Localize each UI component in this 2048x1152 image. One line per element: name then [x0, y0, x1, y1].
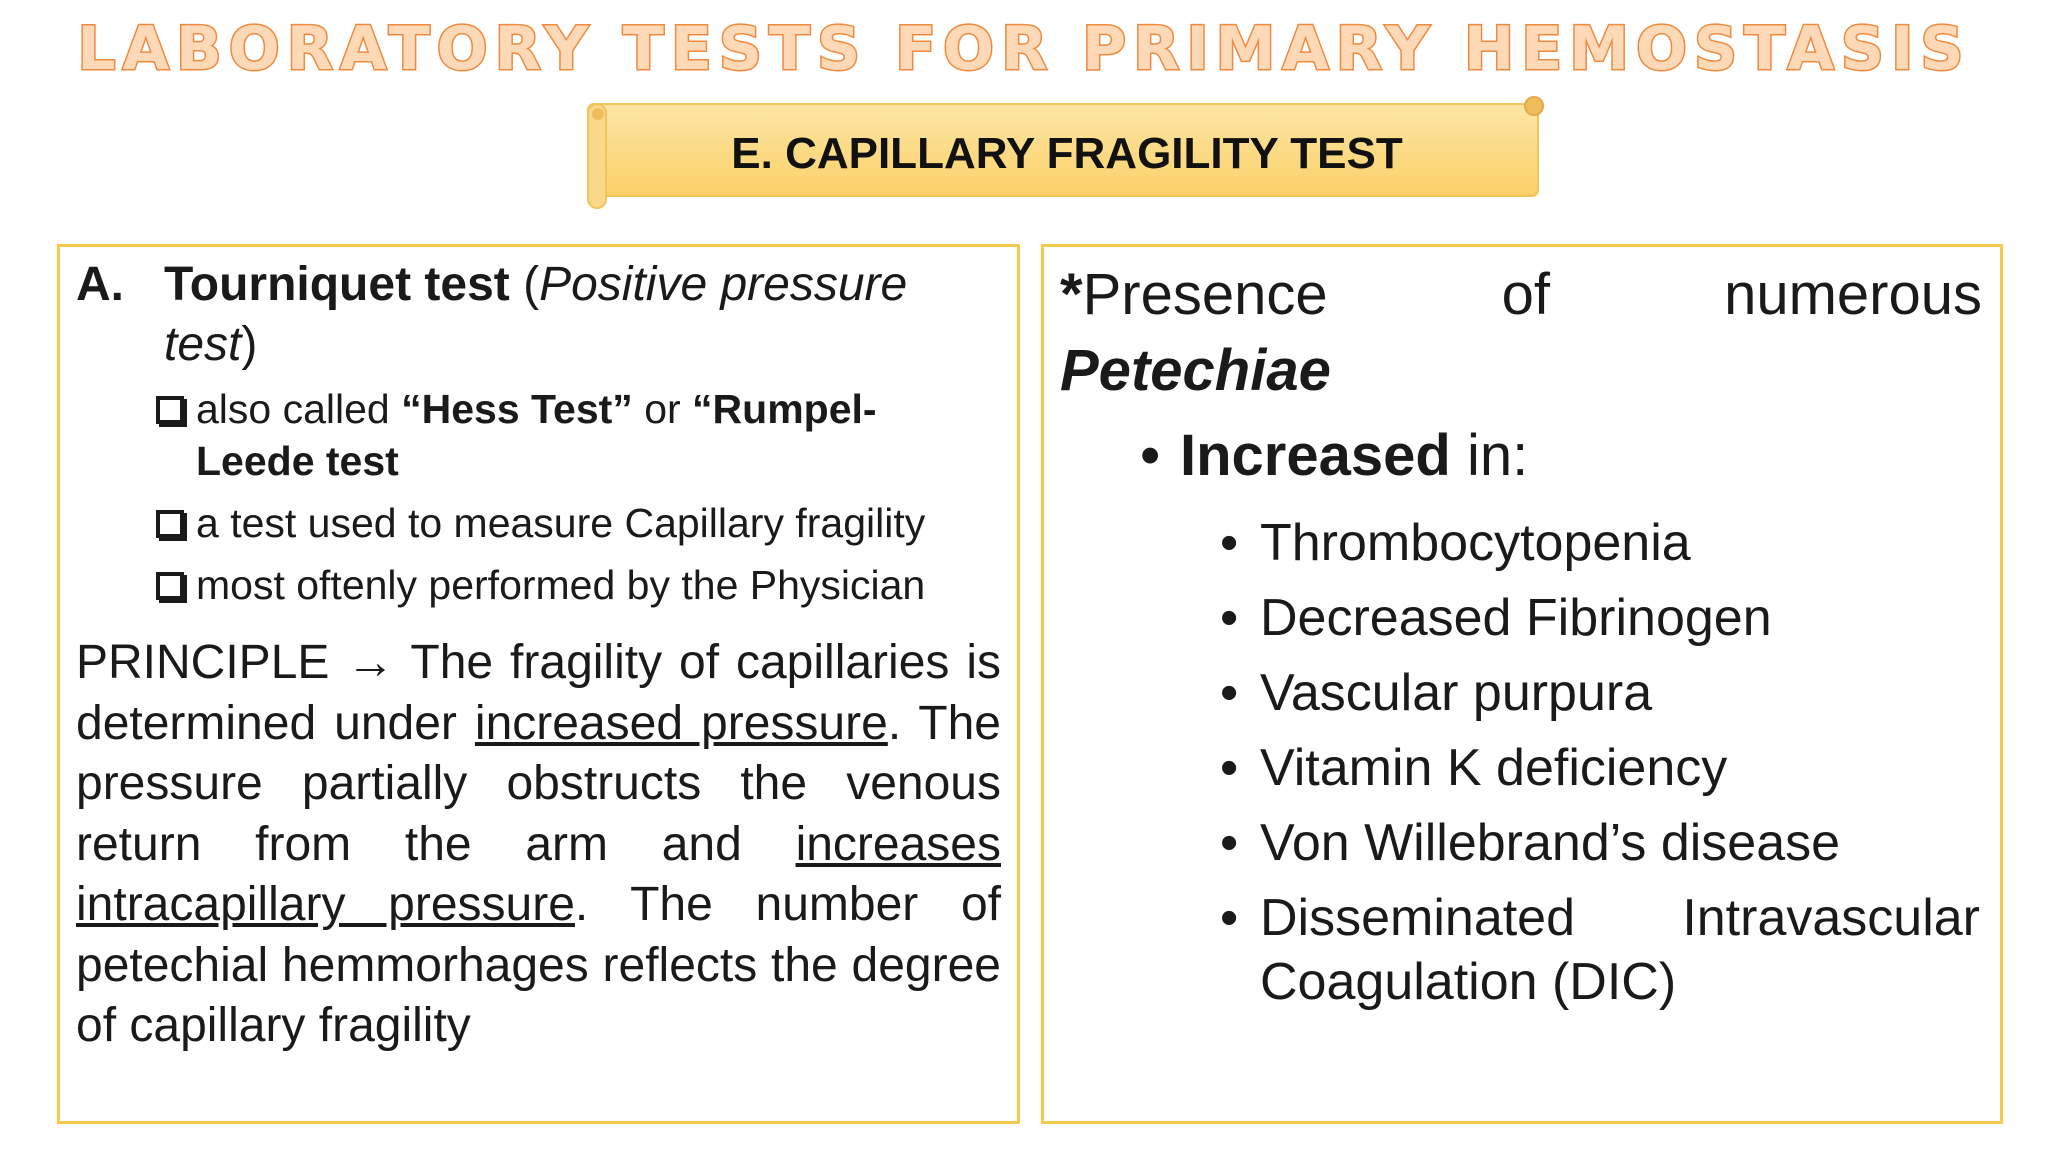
bullet-icon: • [1220, 739, 1239, 797]
bullet-icon: • [1220, 514, 1239, 572]
asterisk: * [1060, 262, 1083, 327]
bullet-icon: • [1220, 664, 1239, 722]
bullet-icon: • [1220, 889, 1239, 947]
underlined-term: increases intracapillary pressure [76, 817, 1001, 931]
list-item: • Vascular purpura [1220, 661, 1980, 725]
presence-heading: *Presence of numerous Petechiae [1060, 257, 1982, 409]
petechiae-term: Petechiae [1060, 338, 1331, 403]
petechiae-panel [1041, 244, 2003, 1124]
underlined-term: increased pressure [474, 696, 888, 750]
test-alias: Positive pressure test [164, 258, 908, 371]
list-item: a test used to measure Capillary fragility [156, 497, 986, 549]
section-letter: A. [76, 258, 124, 311]
conditions-list [1220, 511, 1980, 1025]
list-item: • Decreased Fibrinogen [1220, 586, 1980, 650]
test-name: Tourniquet test [164, 258, 510, 311]
list-item: • Vitamin K deficiency [1220, 736, 1980, 800]
section-banner [584, 96, 1550, 214]
rumpel-leede-term: “Rumpel-Leede test [196, 386, 877, 484]
checkbox-bullet-icon [156, 572, 184, 600]
test-facts-list [156, 383, 986, 621]
increased-in-heading: • Increased in: [1140, 421, 1528, 491]
slide-title: LABORATORY TESTS FOR PRIMARY HEMOSTASIS [77, 14, 1971, 84]
paren-close: ) [241, 318, 258, 371]
banner-label: E. CAPILLARY FRAGILITY TEST [731, 129, 1403, 178]
bullet-icon: • [1220, 589, 1239, 647]
principle-paragraph: PRINCIPLE → The fragility of capillaries is determined under increased pressure. The pressure partially obstructs the venous return from the arm and increases intracapillary pressure. The number of petechial hemmorhages reflects the degree of capillary fragility [76, 636, 1001, 1052]
principle-label: PRINCIPLE [76, 636, 347, 689]
list-item: • Thrombocytopenia [1220, 511, 1980, 575]
checkbox-bullet-icon [156, 510, 184, 538]
tourniquet-panel [57, 244, 1020, 1124]
paren-open: ( [509, 258, 540, 311]
list-item: • Disseminated Intravascular Coagulation (DIC) [1220, 886, 1980, 1014]
list-item: • Von Willebrand’s disease [1220, 811, 1980, 875]
list-item: most oftenly performed by the Physician [156, 559, 986, 611]
list-item: also called “Hess Test” or “Rumpel-Leede test [156, 383, 986, 487]
hess-test-term: “Hess Test” [401, 386, 633, 432]
bullet-icon: • [1220, 814, 1239, 872]
bullet-icon: • [1140, 423, 1161, 488]
checkbox-bullet-icon [156, 396, 184, 424]
arrow-right-icon: → [346, 636, 395, 689]
